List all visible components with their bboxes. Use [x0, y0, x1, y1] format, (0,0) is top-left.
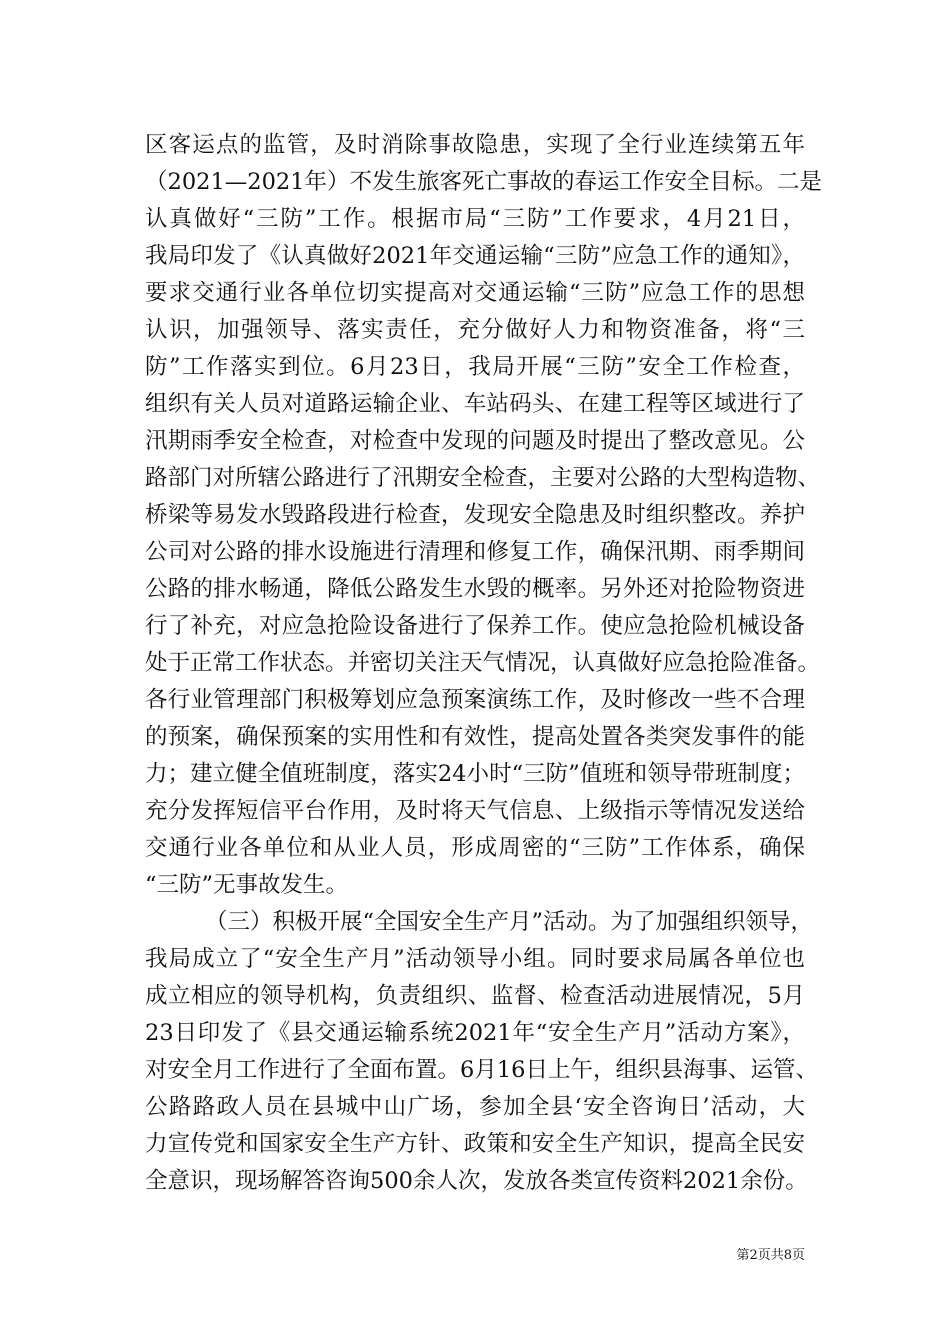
paragraph-line: 防”工作落实到位。6月23日，我局开展“三防”安全工作检查，: [145, 354, 805, 380]
paragraph-line: 交通行业各单位和从业人员，形成周密的“三防”工作体系，确保: [145, 835, 805, 861]
paragraph-line: 桥梁等易发水毁路段进行检查，发现安全隐患及时组织整改。养护: [145, 502, 805, 528]
paragraph-line: 路部门对所辖公路进行了汛期安全检查，主要对公路的大型构造物、: [145, 465, 821, 491]
paragraph-line: 处于正常工作状态。并密切关注天气情况，认真做好应急抢险准备。: [145, 650, 821, 676]
paragraph-line: 组织有关人员对道路运输企业、车站码头、在建工程等区域进行了: [145, 391, 805, 417]
paragraph-line: 的预案，确保预案的实用性和有效性，提高处置各类突发事件的能: [145, 724, 805, 750]
paragraph-line: 认识，加强领导、落实责任，充分做好人力和物资准备，将“三: [145, 317, 805, 343]
paragraph-line: （2021—2021年）不发生旅客死亡事故的春运工作安全目标。二是: [145, 169, 823, 195]
paragraph-line: 力；建立健全值班制度，落实24小时“三防”值班和领导带班制度；: [145, 761, 805, 787]
paragraph-line: 公路路政人员在县城中山广场，参加全县‘安全咨询日’活动，大: [145, 1094, 805, 1120]
paragraph-line: 成立相应的领导机构，负责组织、监督、检查活动进展情况，5月: [145, 983, 805, 1009]
paragraph-line: 对安全月工作进行了全面布置。6月16日上午，组织县海事、运管、: [145, 1057, 818, 1083]
paragraph-line: 力宣传党和国家安全生产方针、政策和安全生产知识，提高全民安: [145, 1131, 805, 1157]
paragraph-line: 汛期雨季安全检查，对检查中发现的问题及时提出了整改意见。公: [145, 428, 805, 454]
paragraph-line: 我局成立了“安全生产月”活动领导小组。同时要求局属各单位也: [145, 946, 805, 972]
paragraph-line: 要求交通行业各单位切实提高对交通运输“三防”应急工作的思想: [145, 280, 805, 306]
paragraph-line: 区客运点的监管，及时消除事故隐患，实现了全行业连续第五年: [145, 132, 805, 158]
paragraph-line: 充分发挥短信平台作用，及时将天气信息、上级指示等情况发送给: [145, 798, 805, 824]
section-heading-line: （三）积极开展“全国安全生产月”活动。为了加强组织领导，: [205, 909, 814, 935]
paragraph-line: 行了补充，对应急抢险设备进行了保养工作。使应急抢险机械设备: [145, 613, 805, 639]
paragraph-line: 全意识，现场解答咨询500余人次，发放各类宣传资料2021余份。: [145, 1168, 808, 1194]
paragraph-line: “三防”无事故发生。: [145, 872, 349, 898]
page-number: 第2页共8页: [736, 1248, 805, 1263]
paragraph-line: 认真做好“三防”工作。根据市局“三防”工作要求，4月21日，: [145, 206, 805, 232]
paragraph-line: 公路的排水畅通，降低公路发生水毁的概率。另外还对抢险物资进: [145, 576, 805, 602]
paragraph-line: 公司对公路的排水设施进行清理和修复工作，确保汛期、雨季期间: [145, 539, 805, 565]
paragraph-line: 各行业管理部门积极筹划应急预案演练工作，及时修改一些不合理: [145, 687, 805, 713]
paragraph-line: 23日印发了《县交通运输系统2021年“安全生产月”活动方案》，: [145, 1020, 805, 1046]
paragraph-line: 我局印发了《认真做好2021年交通运输“三防”应急工作的通知》，: [145, 243, 805, 269]
